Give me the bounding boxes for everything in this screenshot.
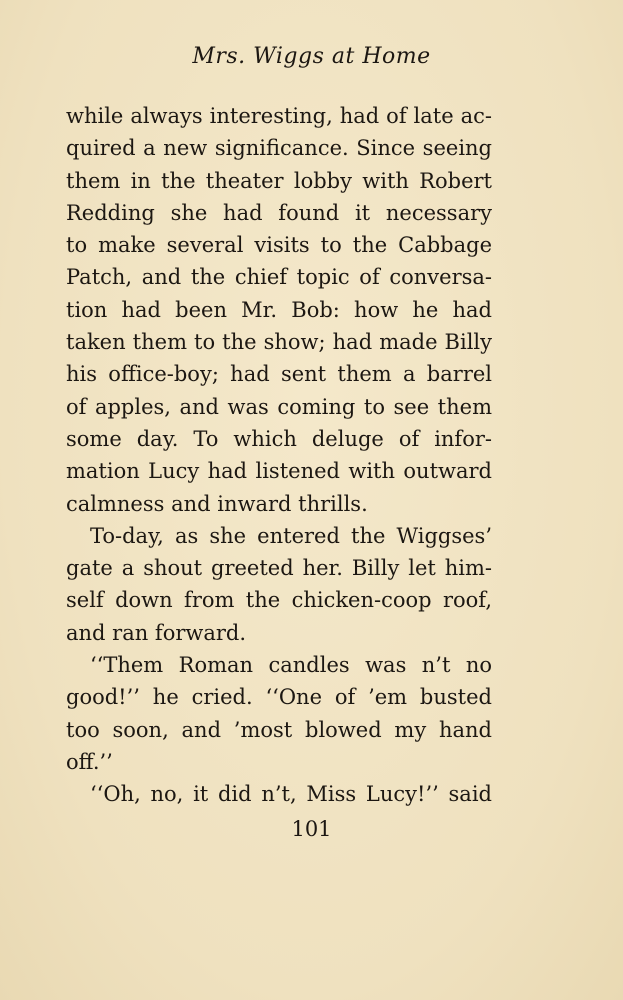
running-head: Mrs. Wiggs at Home [192,44,431,69]
text-line: quired a new significance. Since seeing [66,136,492,161]
text-line: ‘‘Oh, no, it did n’t, Miss Lucy!’’ said [90,782,492,807]
text-line: Redding she had found it necessary [66,200,492,225]
text-line: some day. To which deluge of infor- [66,426,492,451]
text-line: to make several visits to the Cabbage [66,233,492,258]
text-line: good!’’ he cried. ‘‘One of ’em busted [66,685,492,710]
text-line: gate a shout greeted her. Billy let him- [66,556,492,581]
text-line: off.’’ [66,749,113,774]
text-line: taken them to the show; had made Billy [66,330,492,355]
text-line: calmness and inward thrills. [66,491,368,516]
text-line: ‘‘Them Roman candles was n’t no [90,653,492,678]
text-line: too soon, and ’most blowed my hand [66,717,492,742]
text-line: of apples, and was coming to see them [66,394,492,419]
text-line: them in the theater lobby with Robert [66,168,492,193]
text-line: To-day, as she entered the Wiggses’ [90,523,492,548]
text-line: and ran forward. [66,620,247,645]
text-line: his office-boy; had sent them a barrel [66,362,492,387]
text-line: tion had been Mr. Bob: how he had [66,297,492,322]
page-number: 101 [291,817,332,841]
text-line: while always interesting, had of late ac- [66,104,492,128]
text-line: self down from the chicken-coop roof, [66,588,492,613]
text-line: Patch, and the chief topic of conversa- [66,265,492,290]
body-text [66,100,492,811]
text-line: mation Lucy had listened with outward [66,459,492,484]
